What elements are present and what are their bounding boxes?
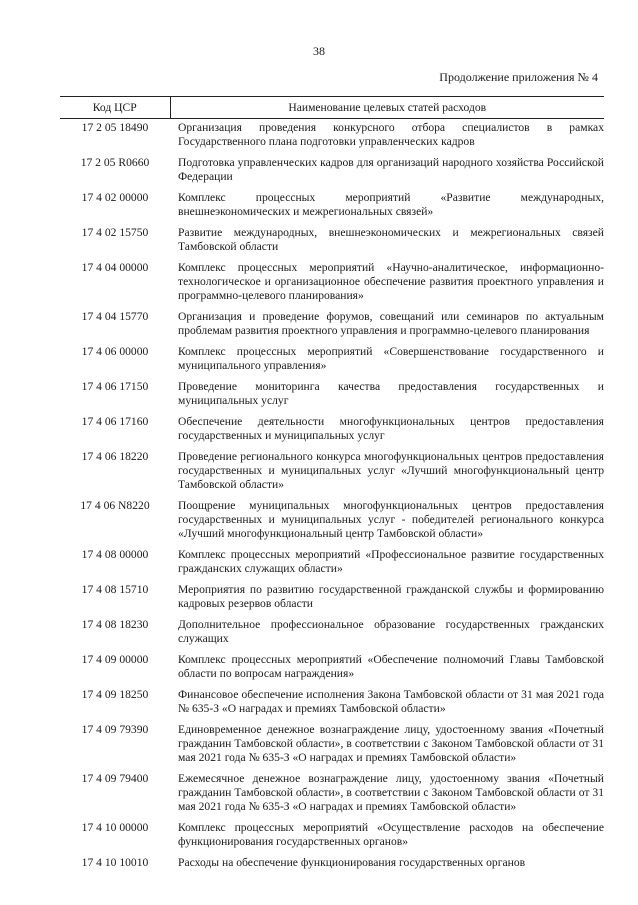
csr-code: 17 4 09 79390 [81,723,149,736]
csr-code: 17 2 05 R0660 [80,156,150,169]
table-row [60,770,604,819]
csr-code: 17 4 06 18220 [81,450,149,463]
expense-item-name: Комплекс процессных мероприятий «Совершенствование государственного и муниципального управления» [178,345,604,372]
expense-item-name: Проведение мониторинга качества предоставления государственных и муниципальных услуг [178,380,604,407]
table-row [60,259,604,308]
expense-item-name: Проведение регионального конкурса многофункциональных центров предоставления государственных и муниципальных услуг «Лучший многофункциональный центр Тамбовской области» [178,450,604,491]
csr-code: 17 4 09 00000 [81,653,149,666]
csr-code: 17 2 05 18490 [81,121,149,134]
csr-code: 17 4 06 N8220 [80,499,150,512]
expense-item-name: Ежемесячное денежное вознаграждение лицу, удостоенному звания «Почетный гражданин Тамбовской области», в соответствии с Законом Тамбовской области от 31 мая 2021 года № 635-З «О наградах и премиях Тамбовской области» [178,772,604,813]
page-number: 38 [313,44,325,58]
csr-code: 17 4 09 79400 [81,772,149,785]
table-row [60,616,604,651]
table-row [60,819,604,854]
csr-code: 17 4 02 00000 [81,191,149,204]
table-row [60,651,604,686]
csr-code: 17 4 10 10010 [81,856,149,869]
expense-item-name: Единовременное денежное вознаграждение лицу, удостоенному звания «Почетный гражданин Тамбовской области», в соответствии с Законом Тамбовской области от 31 мая 2021 года № 635-З «О наградах и премиях Тамбовской области» [178,723,604,764]
table-row [60,581,604,616]
table-row [60,308,604,343]
csr-code: 17 4 06 17160 [81,415,149,428]
table-row [60,154,604,189]
csr-code: 17 4 08 00000 [81,548,149,561]
csr-code: 17 4 08 15710 [81,583,149,596]
appendix-continuation: Продолжение приложения № 4 [439,70,598,84]
expense-item-name: Организация проведения конкурсного отбора специалистов в рамках Государственного плана подготовки управленческих кадров [178,121,604,148]
table-row [60,686,604,721]
table-row [60,224,604,259]
table-header-row [60,97,604,119]
csr-code: 17 4 04 00000 [81,261,149,274]
expense-item-name: Расходы на обеспечение функционирования государственных органов [178,856,526,869]
code-column-header: Код ЦСР [60,97,170,119]
table-row [60,343,604,378]
csr-code: 17 4 04 15770 [81,310,149,323]
table-row [60,854,604,875]
name-column-header: Наименование целевых статей расходов [170,97,604,119]
expense-item-name: Подготовка управленческих кадров для организаций народного хозяйства Российской Федерации [178,156,604,183]
table-body [60,119,604,876]
expense-item-name: Комплекс процессных мероприятий «Профессиональное развитие государственных гражданских служащих области» [178,548,604,575]
csr-code: 17 4 08 18230 [81,618,149,631]
expense-item-name: Комплекс процессных мероприятий «Осуществление расходов на обеспечение функционирования государственных органов» [178,821,604,848]
table-row [60,413,604,448]
csr-code: 17 4 06 17150 [81,380,149,393]
expense-items-table [60,96,604,875]
expense-item-name: Мероприятия по развитию государственной гражданской службы и формированию кадровых резервов области [178,583,604,610]
expense-item-name: Комплекс процессных мероприятий «Развитие международных, внешнеэкономических и межрегиональных связей» [178,191,604,218]
table-row [60,546,604,581]
table-row [60,448,604,497]
table-row [60,119,604,155]
csr-code: 17 4 09 18250 [81,688,149,701]
expense-item-name: Финансовое обеспечение исполнения Закона Тамбовской области от 31 мая 2021 года № 635-З «О наградах и премиях Тамбовской области» [178,688,604,715]
expense-item-name: Комплекс процессных мероприятий «Обеспечение полномочий Главы Тамбовской области по вопросам награждения» [178,653,604,680]
table-row [60,189,604,224]
csr-code: 17 4 10 00000 [81,821,149,834]
table-row [60,721,604,770]
expense-item-name: Дополнительное профессиональное образование государственных гражданских служащих [178,618,604,645]
expense-item-name: Развитие международных, внешнеэкономических и межрегиональных связей Тамбовской области [178,226,604,253]
expense-item-name: Комплекс процессных мероприятий «Научно-аналитическое, информационно-технологическое и организационное обеспечение развития проектного управления и программно-целевого планирования» [178,261,604,302]
expense-item-name: Организация и проведение форумов, совещаний или семинаров по актуальным проблемам развития проектного управления и программно-целевого планирования [178,310,604,337]
expense-item-name: Поощрение муниципальных многофункциональных центров предоставления государственных и муниципальных услуг - победителей регионального конкурса «Лучший многофункциональный центр Тамбовской области» [178,499,604,540]
csr-code: 17 4 06 00000 [81,345,149,358]
table-row [60,497,604,546]
csr-code: 17 4 02 15750 [81,226,149,239]
expense-item-name: Обеспечение деятельности многофункциональных центров предоставления государственных и муниципальных услуг [178,415,604,442]
table-row [60,378,604,413]
